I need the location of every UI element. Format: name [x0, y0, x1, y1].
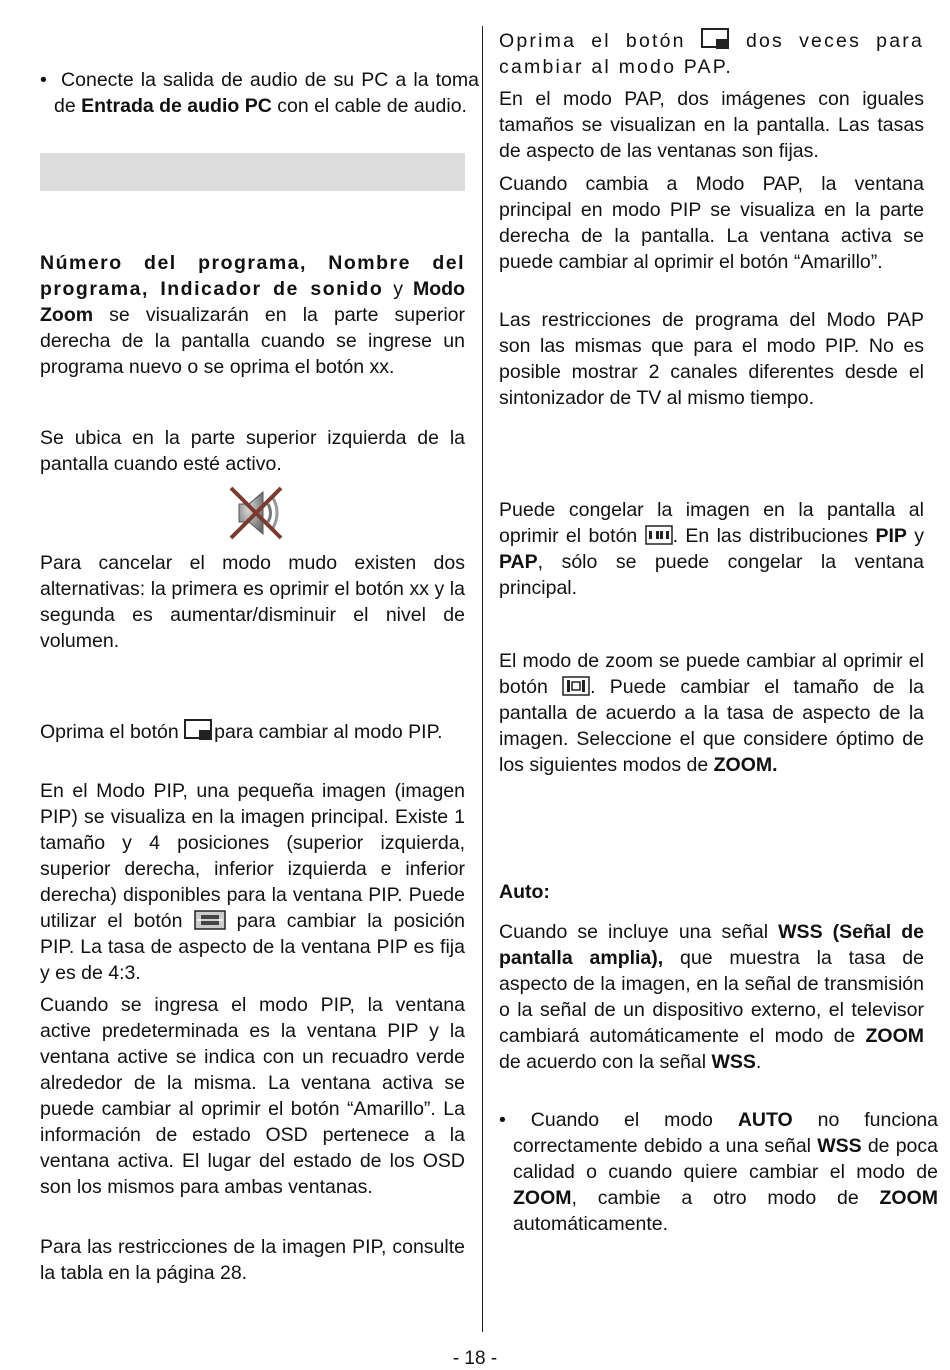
pip-mode-paragraph: En el Modo PIP, una pequeña imagen (imagen PIP) se visualiza en la imagen principal. Existe 1 tamaño y 4 posiciones (superior izquierda, superior derecha, inferior izquierda e inferior derecha) disponibles para la ventana PIP. Puede utilizar el botón para cambiar la posición PIP. La tasa de aspecto de la ventana PIP es fija y es de 4:3. [40, 780, 466, 984]
pip-button-icon [184, 719, 214, 741]
pap-switch-paragraph: Cuando cambia a Modo PAP, la ventana principal en modo PIP se visualiza en la parte derecha de la pantalla. La ventana activa se puede cambiar al oprimir el botón “Amarillo”. [499, 173, 924, 273]
auto-bullet-paragraph: • Cuando el modo AUTO no funciona correctamente debido a una señal WSS de poca calidad o cuando quiere cambiar el modo de ZOOM, cambie a otro modo de ZOOM automáticamente. [499, 1109, 939, 1235]
section-header-bar [40, 153, 465, 191]
zoom-button-icon [562, 676, 590, 696]
page-number: - 18 - [452, 1348, 498, 1369]
bullet-audio-connection: • Conecte la salida de audio de su PC a la toma de Entrada de audio PC con el cable de audio. [40, 69, 479, 117]
pap-button-icon [701, 28, 731, 50]
freeze-button-icon [645, 525, 673, 545]
mute-cancel-paragraph: Para cancelar el modo mudo existen dos alternativas: la primera es oprimir el botón xx y la segunda es aumentar/disminuir el nivel de volumen. [40, 552, 465, 652]
osd-info-paragraph: Número del programa, Nombre del programa, Indicador de sonido y Modo Zoom se visualizarán en la parte superior derecha de la pantalla cuando se ingrese un programa nuevo o se oprima el botón xx. [40, 252, 465, 378]
mute-location-paragraph: Se ubica en la parte superior izquierda de la pantalla cuando esté activo. [40, 427, 465, 475]
pap-intro-paragraph: Oprima el botón dos veces para cambiar al modo PAP. [499, 30, 924, 78]
zoom-paragraph: El modo de zoom se puede cambiar al oprimir el botón . Puede cambiar el tamaño de la pantalla de acuerdo a la tasa de aspecto de la imagen. Seleccione el que considere óptimo de los siguientes modos de ZOOM. [499, 650, 924, 776]
mute-speaker-icon [227, 484, 285, 542]
freeze-paragraph: Puede congelar la imagen en la pantalla al oprimir el botón . En las distribuciones PIP y PAP, sólo se puede congelar la ventana principal. [499, 499, 924, 599]
pip-position-button-icon [194, 910, 226, 930]
auto-heading: Auto: [499, 881, 550, 903]
pip-intro-paragraph: Oprima el botón para cambiar al modo PIP. [40, 721, 443, 743]
column-divider [482, 26, 483, 1332]
pip-restrictions-paragraph: Para las restricciones de la imagen PIP, consulte la tabla en la página 28. [40, 1236, 465, 1284]
auto-wss-paragraph: Cuando se incluye una señal WSS (Señal de pantalla amplia), que muestra la tasa de aspecto de la imagen, en la señal de transmisión o la señal de un dispositivo externo, el televisor cambiará automáticamente el modo de ZOOM de acuerdo con la señal WSS. [499, 921, 925, 1073]
pip-active-window-paragraph: Cuando se ingresa el modo PIP, la ventana active predeterminada es la ventana PIP y la ventana active se indica con un recuadro verde alrededor de la misma. La ventana activa se puede cambiar al oprimir el botón “Amarillo”. La información de estado OSD pertenece a la ventana activa. El lugar del estado de los OSD son los mismos para ambas ventanas. [40, 994, 465, 1198]
pap-mode-paragraph: En el modo PAP, dos imágenes con iguales tamaños se visualizan en la pantalla. Las tasas de aspecto de las ventanas son fijas. [499, 88, 924, 162]
pap-restrictions-paragraph: Las restricciones de programa del Modo PAP son las mismas que para el modo PIP. No es posible mostrar 2 canales diferentes desde el sintonizador de TV al mismo tiempo. [499, 309, 924, 409]
